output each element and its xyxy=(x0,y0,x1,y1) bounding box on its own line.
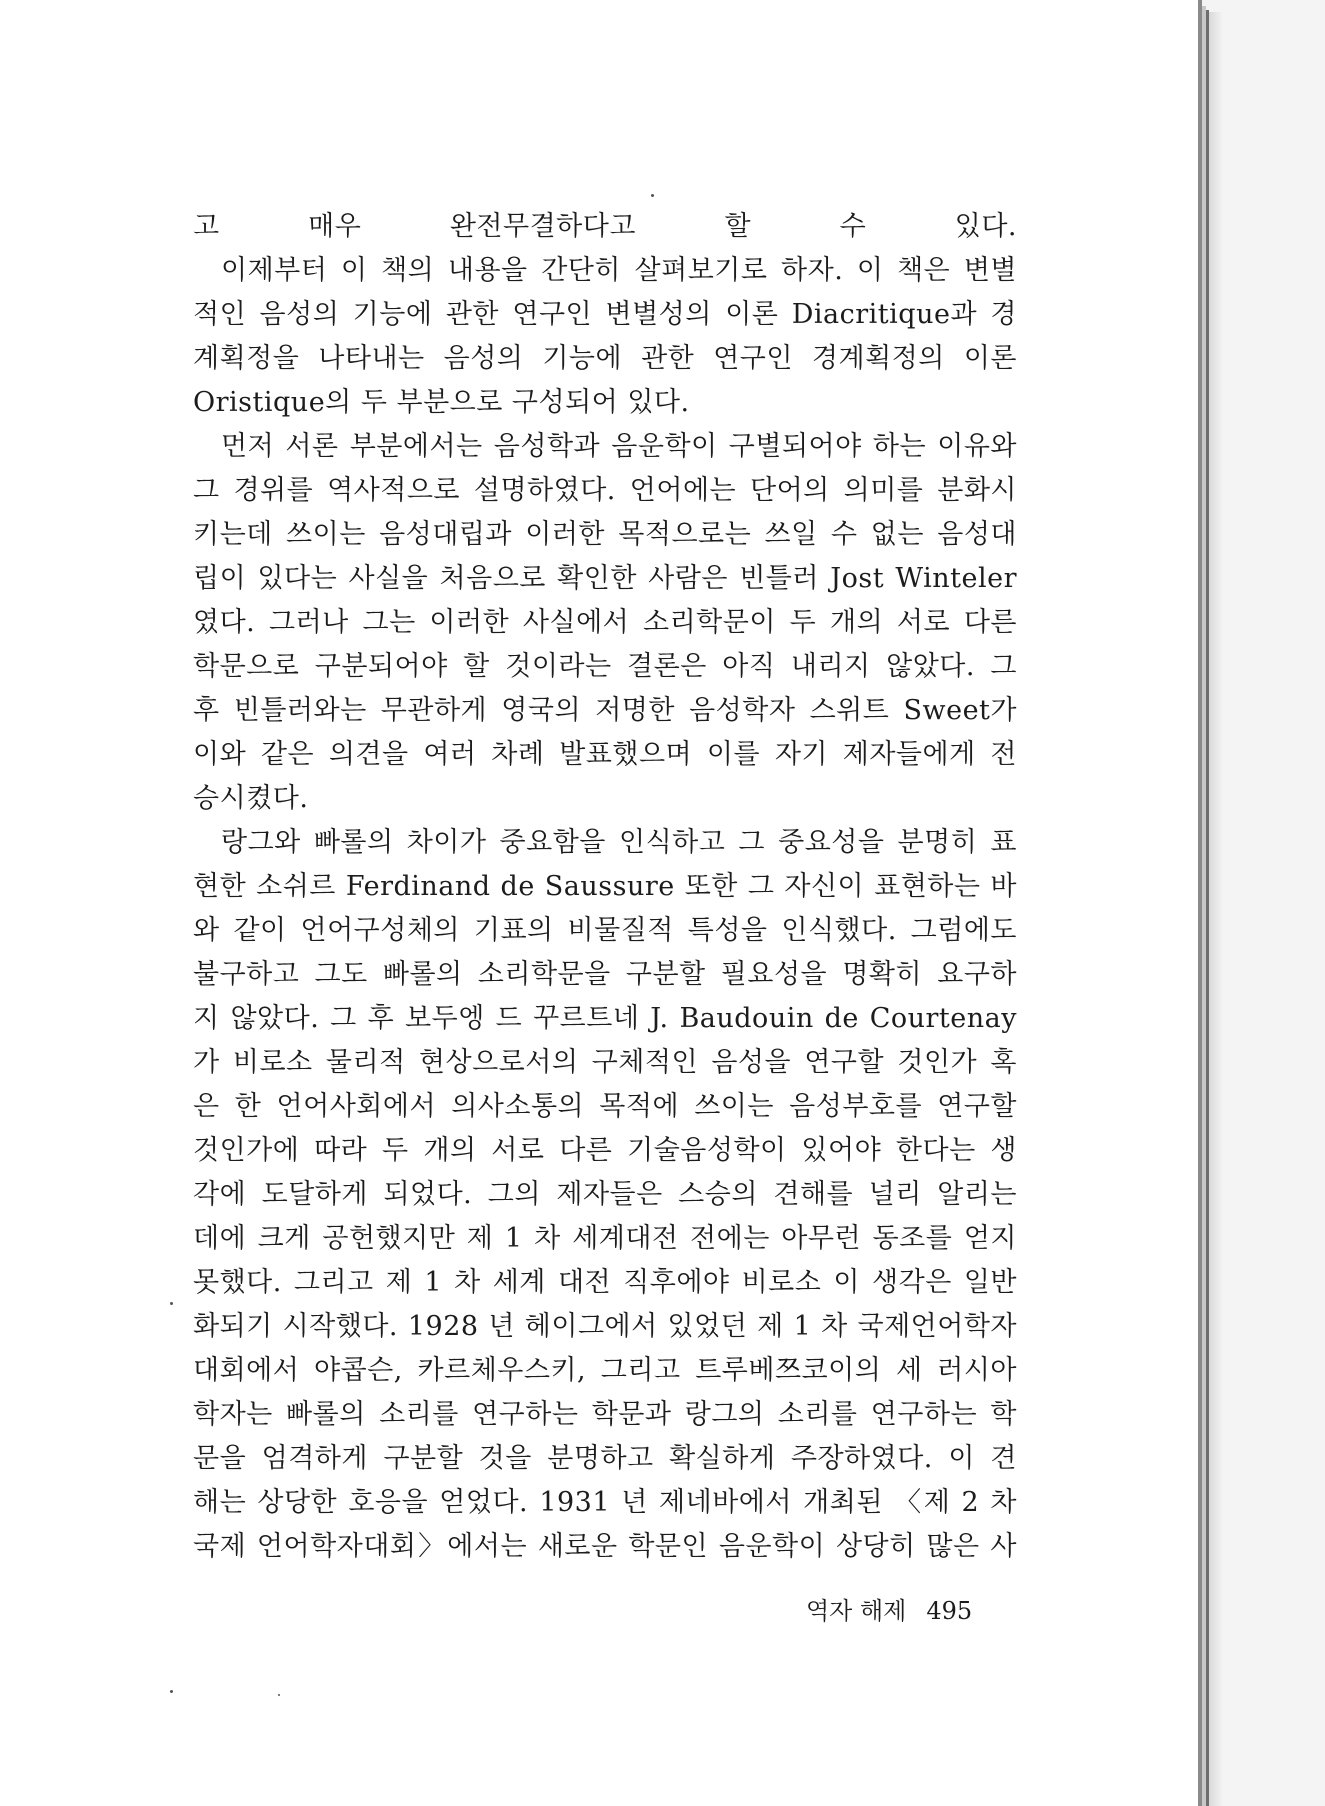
text-line-14: 승시켰다. xyxy=(193,783,309,814)
body-text xyxy=(193,205,1017,1569)
text-line-21: 은 한 언어사회에서 의사소통의 목적에 쓰이는 음성부호를 연구할 xyxy=(193,1091,1017,1122)
text-line-30: 해는 상당한 호응을 얻었다. 1931 년 제네바에서 개최된 〈제 2 차 xyxy=(193,1487,1017,1518)
text-line-20: 가 비로소 물리적 현상으로서의 구체적인 음성을 연구할 것인가 혹 xyxy=(193,1047,1017,1078)
text-line-9: 립이 있다는 사실을 처음으로 확인한 사람은 빈틀러 Jost Winteler xyxy=(193,563,1017,594)
text-line-28: 학자는 빠롤의 소리를 연구하는 학문과 랑그의 소리를 연구하는 학 xyxy=(193,1399,1017,1430)
text-line-31: 국제 언어학자대회〉에서는 새로운 학문인 음운학이 상당히 많은 사 xyxy=(193,1531,1017,1562)
text-line-27: 대회에서 야콥슨, 카르체우스키, 그리고 트루베쯔코이의 세 러시아 xyxy=(193,1355,1017,1386)
text-line-10: 였다. 그러나 그는 이러한 사실에서 소리학문이 두 개의 서로 다른 xyxy=(193,607,1017,638)
scan-speck xyxy=(170,1690,173,1693)
scan-speck xyxy=(278,1694,280,1696)
text-line-19: 지 않았다. 그 후 보두엥 드 꾸르트네 J. Baudouin de Courtenay xyxy=(193,1003,1017,1034)
page-shadow xyxy=(1209,12,1223,1806)
text-line-29: 문을 엄격하게 구분할 것을 분명하고 확실하게 주장하였다. 이 견 xyxy=(193,1443,1017,1474)
text-line-11: 학문으로 구분되어야 할 것이라는 결론은 아직 내리지 않았다. 그 xyxy=(193,651,1017,682)
text-line-4: 계획정을 나타내는 음성의 기능에 관한 연구인 경계획정의 이론 xyxy=(193,343,1017,374)
text-line-8: 키는데 쓰이는 음성대립과 이러한 목적으로는 쓰일 수 없는 음성대 xyxy=(193,519,1017,550)
text-line-26: 화되기 시작했다. 1928 년 헤이그에서 있었던 제 1 차 국제언어학자 xyxy=(193,1311,1017,1342)
text-line-5: Oristique의 두 부분으로 구성되어 있다. xyxy=(193,387,690,418)
page-number: 495 xyxy=(926,1597,973,1625)
text-line-15: 랑그와 빠롤의 차이가 중요함을 인식하고 그 중요성을 분명히 표 xyxy=(221,827,1017,858)
text-line-6: 먼저 서론 부분에서는 음성학과 음운학이 구별되어야 하는 이유와 xyxy=(221,431,1017,462)
text-line-2: 이제부터 이 책의 내용을 간단히 살펴보기로 하자. 이 책은 변별 xyxy=(221,255,1017,286)
scan-speck xyxy=(651,194,654,197)
scan-speck xyxy=(170,1302,173,1305)
text-line-3: 적인 음성의 기능에 관한 연구인 변별성의 이론 Diacritique과 경 xyxy=(193,299,1017,330)
text-line-12: 후 빈틀러와는 무관하게 영국의 저명한 음성학자 스위트 Sweet가 xyxy=(193,695,1017,726)
text-line-23: 각에 도달하게 되었다. 그의 제자들은 스승의 견해를 널리 알리는 xyxy=(193,1179,1017,1210)
text-line-24: 데에 크게 공헌했지만 제 1 차 세계대전 전에는 아무런 동조를 얻지 xyxy=(193,1223,1017,1254)
text-line-16: 현한 소쉬르 Ferdinand de Saussure 또한 그 자신이 표현하는 바 xyxy=(193,871,1017,902)
running-footer-title: 역자 해제 xyxy=(806,1597,907,1625)
text-line-7: 그 경위를 역사적으로 설명하였다. 언어에는 단어의 의미를 분화시 xyxy=(193,475,1017,506)
text-line-1: 고 매우 완전무결하다고 할 수 있다. xyxy=(193,211,1017,242)
text-line-22: 것인가에 따라 두 개의 서로 다른 기술음성학이 있어야 한다는 생 xyxy=(193,1135,1017,1166)
text-line-17: 와 같이 언어구성체의 기표의 비물질적 특성을 인식했다. 그럼에도 xyxy=(193,915,1017,946)
text-line-13: 이와 같은 의견을 여러 차례 발표했으며 이를 자기 제자들에게 전 xyxy=(193,739,1017,770)
text-line-18: 불구하고 그도 빠롤의 소리학문을 구분할 필요성을 명확히 요구하 xyxy=(193,959,1017,990)
page-footer xyxy=(806,1593,972,1629)
text-line-25: 못했다. 그리고 제 1 차 세계 대전 직후에야 비로소 이 생각은 일반 xyxy=(193,1267,1017,1298)
